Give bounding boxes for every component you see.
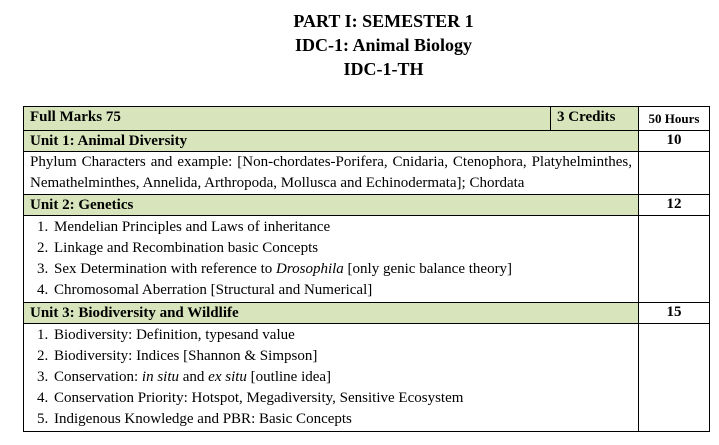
list-item [52, 259, 632, 280]
list-item [52, 367, 632, 388]
list-item: 5. Indigenous Knowledge and PBR: Basic Concepts [52, 409, 632, 430]
course-code: IDC-1-TH [343, 59, 424, 79]
list-item: 4. Conservation Priority: Hotspot, Megadiversity, Sensitive Ecosystem [52, 388, 632, 409]
unit-title: Unit 2: Genetics [24, 195, 639, 216]
unit-content-row [24, 216, 710, 303]
credits-cell: 3 Credits [551, 107, 639, 131]
italic-term: in situ [141, 369, 179, 385]
hours-cell: 50 Hours [639, 107, 710, 131]
unit-header-row [24, 303, 710, 324]
part-title: PART I: SEMESTER 1 [293, 11, 474, 31]
empty-cell [639, 216, 710, 303]
list-item-text: Conservation: [54, 369, 142, 385]
list-item: 1. Biodiversity: Definition, typesand value [52, 325, 632, 346]
unit-title: Unit 3: Biodiversity and Wildlife [24, 303, 639, 324]
unit-content [24, 324, 639, 432]
list-item: 2. Biodiversity: Indices [Shannon & Simpson] [52, 346, 632, 367]
list-item-text: [outline idea] [246, 369, 332, 385]
unit-hours: 15 [639, 303, 710, 324]
list-item-text: [only genic balance theory] [343, 261, 513, 277]
table-header-row [24, 107, 710, 131]
list-item: 2. Linkage and Recombination basic Concepts [52, 238, 632, 259]
list-item-text: and [179, 369, 209, 385]
syllabus-table [23, 106, 710, 432]
full-marks-cell: Full Marks 75 [24, 107, 551, 131]
empty-cell [639, 152, 710, 195]
italic-term: ex situ [208, 369, 247, 385]
unit-header-row [24, 195, 710, 216]
unit-content [24, 216, 639, 303]
list-item: 1. Mendelian Principles and Laws of inheritance [52, 217, 632, 238]
unit-hours: 12 [639, 195, 710, 216]
unit-header-row [24, 131, 710, 152]
italic-term: Drosophila [276, 261, 344, 277]
unit-content: Phylum Characters and example: [Non-chordates-Porifera, Cnidaria, Ctenophora, Platyhelminthes, Nemathelminthes, Annelida, Arthropoda, Mollusca and Echinodermata]; Chordata [24, 152, 639, 195]
empty-cell [639, 324, 710, 432]
unit-content-row [24, 152, 710, 195]
unit-content-row [24, 324, 710, 432]
unit-hours: 10 [639, 131, 710, 152]
unit-title: Unit 1: Animal Diversity [24, 131, 639, 152]
list-item-text: Sex Determination with reference to [54, 261, 276, 277]
list-item: 4. Chromosomal Aberration [Structural and Numerical] [52, 280, 632, 301]
course-title: IDC-1: Animal Biology [294, 35, 472, 55]
